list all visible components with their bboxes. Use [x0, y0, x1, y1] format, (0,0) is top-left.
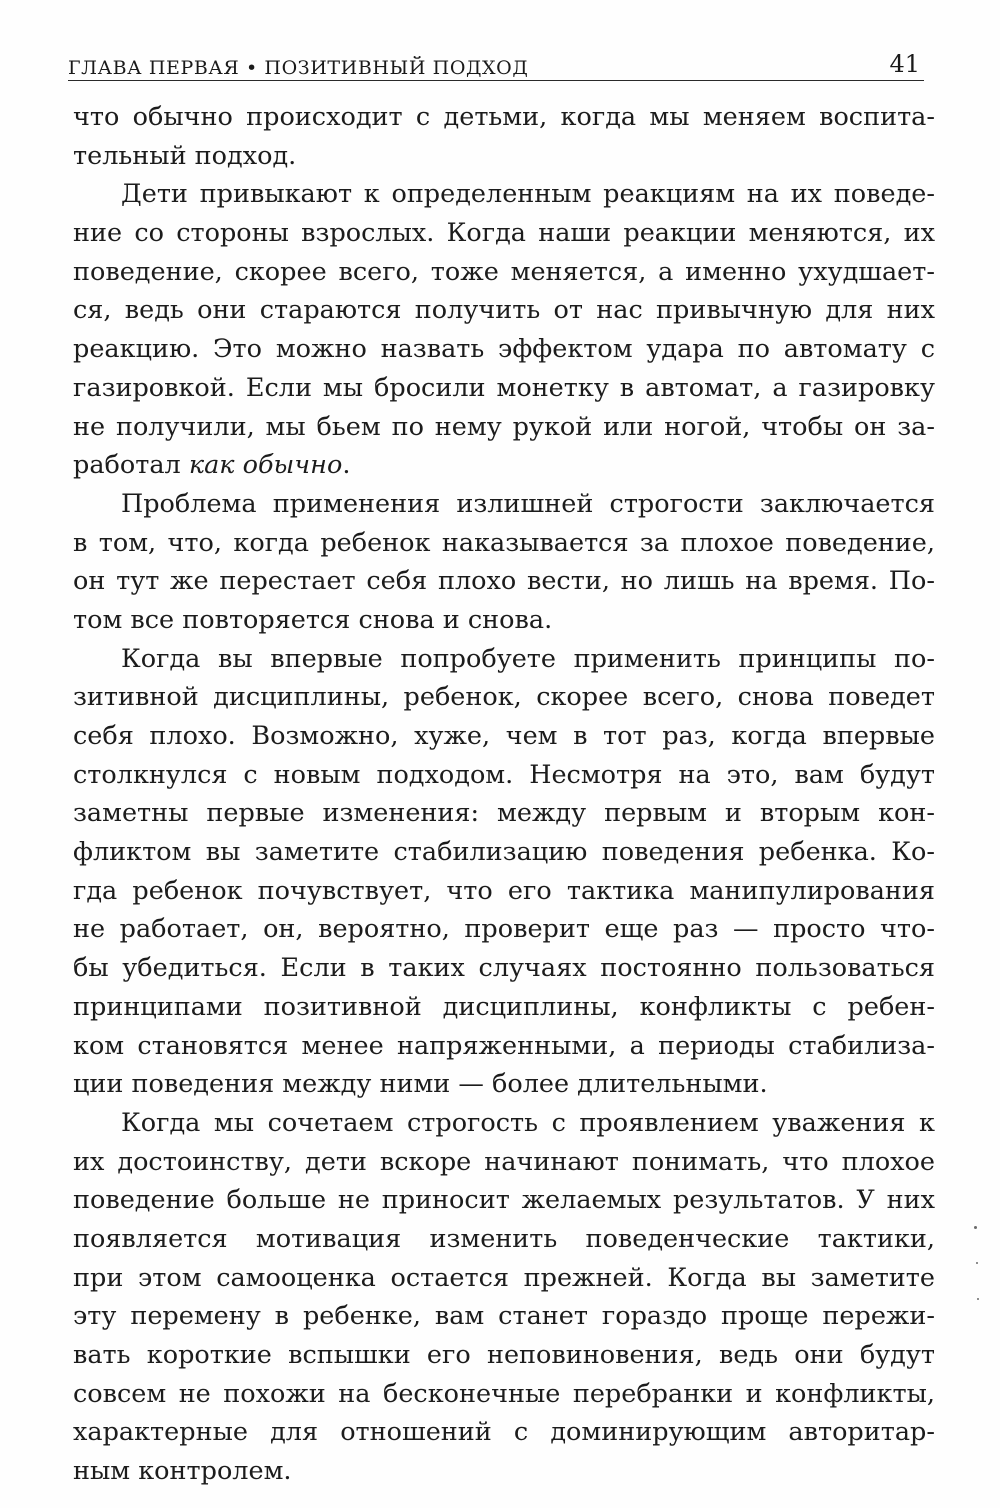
scan-speck [974, 1226, 977, 1229]
text-line: столкнулся с новым подходом. Несмотря на это, вам будут [73, 759, 935, 790]
text-line: гда ребенок почувствует, что его тактика манипулирования [73, 875, 935, 906]
text-line: появляется мотивация изменить поведенческие тактики, [73, 1223, 935, 1254]
text-line: бы убедиться. Если в таких случаях постоянно пользоваться [73, 953, 935, 984]
text-line: вать короткие вспышки его неповиновения, ведь они будут [73, 1340, 935, 1370]
text-line: характерные для отношений с доминирующим авторитар- [73, 1417, 935, 1448]
text-line: ции поведения между ними — более длительными. [73, 1069, 768, 1100]
text-line: Проблема применения излишней строгости заключается [121, 488, 935, 519]
paragraph-1 [73, 98, 935, 175]
line-prefix: работал [73, 450, 189, 481]
text-line: что обычно происходит с детьми, когда мы меняем воспита- [73, 102, 935, 132]
italic-phrase: как обычно [188, 450, 343, 481]
text-line: Дети привыкают к определенным реакциям на их поведе- [121, 179, 935, 210]
running-header [68, 46, 924, 81]
text-line: газировкой. Если мы бросили монетку в автомат, а газировку [73, 372, 935, 403]
text-line: в том, что, когда ребенок наказывается за плохое поведение, [73, 527, 935, 558]
text-line: ком становятся менее напряженными, а периоды стабилиза- [73, 1030, 935, 1061]
text-line: Когда мы сочетаем строгость с проявлением уважения к [121, 1107, 935, 1138]
paragraph-3 [73, 485, 935, 640]
text-line: совсем не похожи на бесконечные перебранки и конфликты, [73, 1378, 935, 1409]
text-line: эту перемену в ребенке, вам станет гораздо проще пережи- [73, 1301, 935, 1332]
text-line: зитивной дисциплины, ребенок, скорее всего, снова поведет [73, 682, 935, 713]
text-line: их достоинству, дети вскоре начинают понимать, что плохое [73, 1146, 935, 1177]
text-line: фликтом вы заметите стабилизацию поведения ребенка. Ко- [73, 837, 935, 868]
paragraph-4 [73, 640, 935, 1104]
text-line: том все повторяется снова и снова. [73, 604, 553, 635]
text-line: поведение, скорее всего, тоже меняется, а именно ухудшает- [73, 256, 935, 287]
text-line: при этом самооценка остается прежней. Когда вы заметите [73, 1262, 935, 1293]
text-line: ным контролем. [73, 1456, 292, 1487]
text-line: себя плохо. Возможно, хуже, чем в тот раз, когда впервые [73, 721, 935, 751]
scan-speck [977, 1298, 979, 1300]
scan-speck [976, 1262, 978, 1264]
paragraph-5 [73, 1104, 935, 1491]
paragraph-2 [73, 175, 935, 485]
text-line: не работает, он, вероятно, проверит еще раз — просто что- [73, 914, 935, 945]
text-line: Когда вы впервые попробуете применить принципы по- [121, 643, 935, 674]
text-line [73, 446, 935, 485]
text-line: он тут же перестает себя плохо вести, но лишь на время. По- [73, 566, 935, 597]
text-line: ние со стороны взрослых. Когда наши реакции меняются, их [73, 218, 935, 249]
text-line: заметны первые изменения: между первым и вторым кон- [73, 798, 935, 829]
body-text [73, 98, 935, 1491]
text-line: поведение больше не приносит желаемых результатов. У них [73, 1185, 935, 1216]
text-line: тельный подход. [73, 140, 297, 171]
page-number: 41 [889, 50, 920, 78]
line-suffix: . [342, 450, 351, 481]
text-line: ся, ведь они стараются получить от нас привычную для них [73, 295, 935, 326]
running-title: ГЛАВА ПЕРВАЯ • ПОЗИТИВНЫЙ ПОДХОД [68, 57, 529, 79]
text-line: реакцию. Это можно назвать эффектом удара по автомату с [73, 334, 935, 365]
text-line: не получили, мы бьем по нему рукой или ногой, чтобы он за- [73, 411, 935, 442]
text-line: принципами позитивной дисциплины, конфликты с ребен- [73, 991, 935, 1022]
